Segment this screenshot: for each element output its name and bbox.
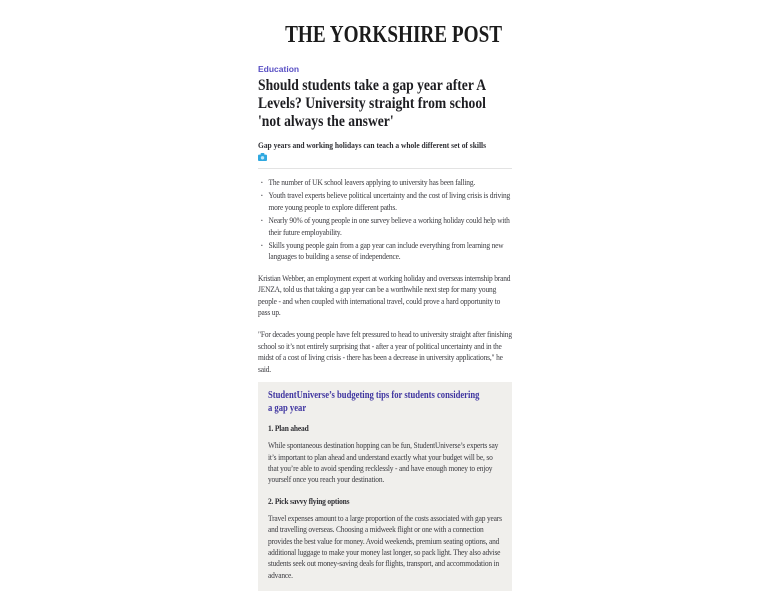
list-item: · Nearly 90% of young people in one survey believe a working holiday could help with their future employability. — [269, 215, 513, 238]
article-paragraph: "For decades young people have felt pressured to head to university straight after finishing school so it’s not entirely surprising that - after a year of political uncertainty and in the midst of a cost of living crisis - there has been a decrease in university applications," he said. — [258, 329, 512, 374]
tips-box-heading — [268, 389, 502, 415]
headline-line: Should students take a gap year after A — [258, 77, 487, 94]
list-item: · The number of UK school leavers applying to university has been falling. — [269, 177, 513, 188]
tips-box — [258, 382, 512, 591]
tips-box-heading-line: a gap year — [268, 402, 307, 415]
tips-box-content — [268, 423, 502, 581]
tips-box-heading-line: StudentUniverse’s budgeting tips for students considering — [268, 389, 480, 402]
masthead-logo[interactable] — [258, 22, 512, 52]
key-points-list — [258, 177, 512, 263]
tip-paragraph: While spontaneous destination hopping can be fun, StudentUniverse’s experts say it’s important to plan ahead and understand exactly what your budget will be, so that you’re able to avoid spending recklessly - and have enough money to enjoy yourself once you reach your destination. — [268, 440, 499, 485]
article-column — [258, 0, 512, 591]
caption-divider — [258, 168, 512, 169]
list-item: · Youth travel experts believe political uncertainty and the cost of living crisis is driving more young people to explore different paths. — [269, 190, 513, 213]
list-item: · Skills young people gain from a gap year can include everything from learning new languages to building a sense of independence. — [269, 240, 513, 263]
article-headline — [258, 77, 512, 131]
tip-subheading: 2. Pick savvy flying options — [268, 495, 350, 506]
image-caption: Gap years and working holidays can teach a whole different set of skills — [258, 140, 487, 150]
headline-line: 'not always the answer' — [258, 113, 394, 130]
article-paragraph: Kristian Webber, an employment expert at working holiday and overseas internship brand JENZA, told us that taking a gap year can be a worthwhile next step for many young people - and when coupled with international travel, could prove a hard opportunity to pass up. — [258, 272, 511, 318]
masthead-title: THE YORKSHIRE POST — [285, 22, 503, 48]
tip-subheading: 1. Plan ahead — [268, 423, 309, 434]
tip-paragraph: Travel expenses amount to a large proportion of the costs associated with gap years and travelling overseas. Choosing a midweek flight or one with a connection provides the best value for money. Avoid weekends, premium seating options, and additional luggage to make your money last longer, so pack light. They also advise students seek out money-saving deals for flights, transport, and accommodation in advance. — [268, 512, 502, 580]
camera-icon — [258, 153, 267, 161]
summary-section — [258, 177, 512, 375]
category-link-education[interactable]: Education — [258, 64, 300, 74]
headline-line: Levels? University straight from school — [258, 95, 486, 112]
